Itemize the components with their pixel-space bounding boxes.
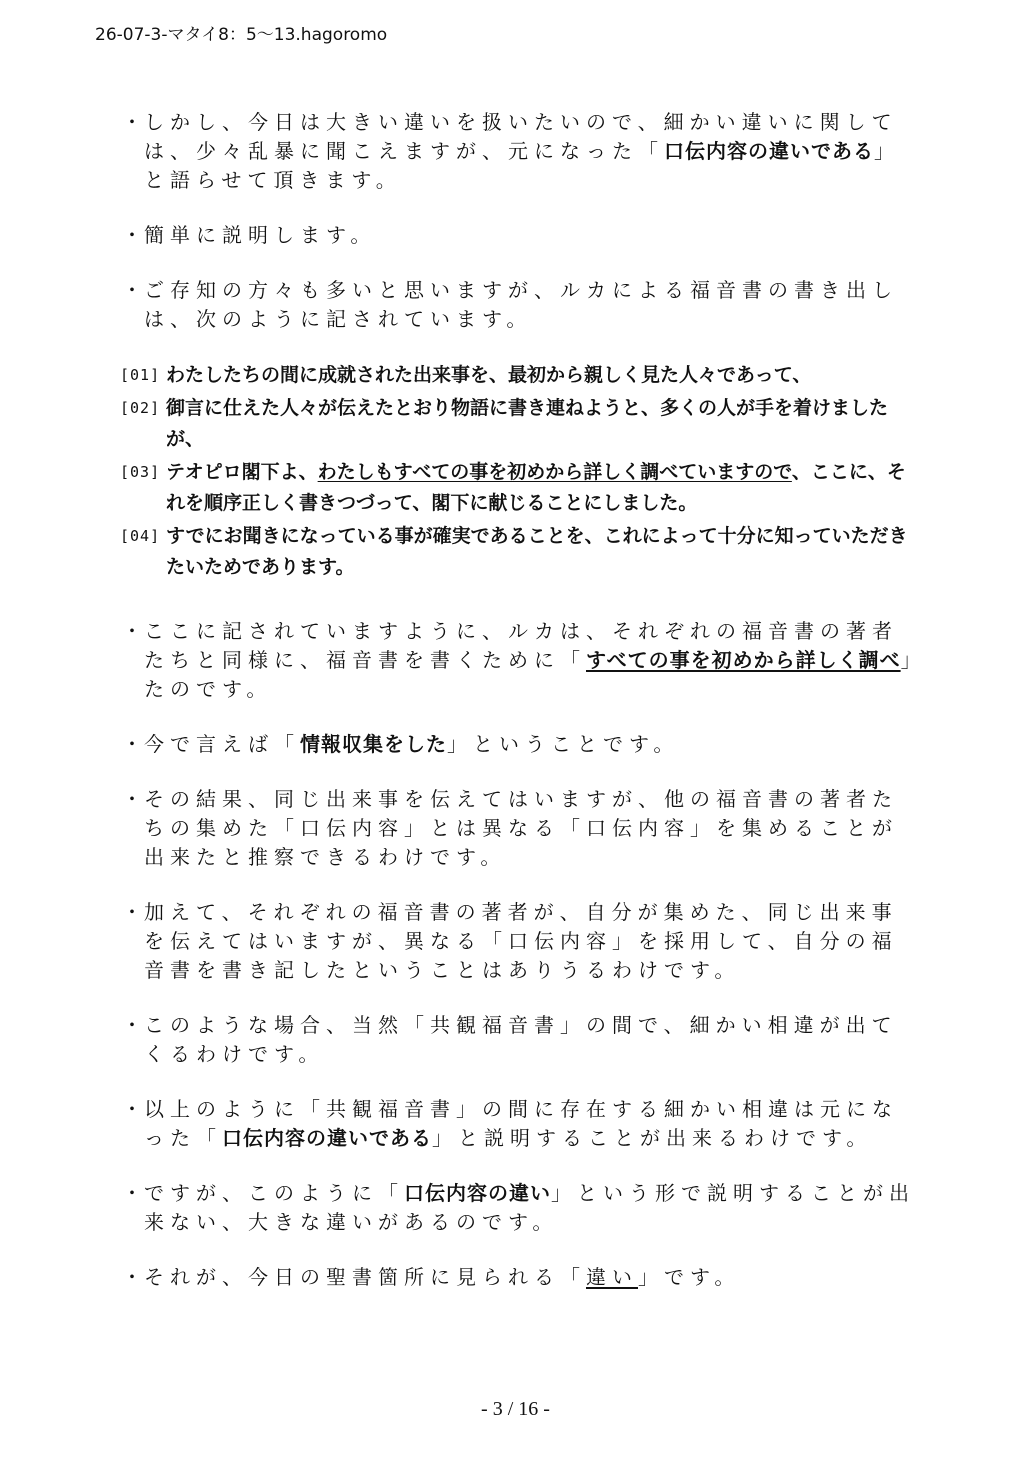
verse-03: [03] テオピロ閣下よ、わたしもすべての事を初めから詳しく調べていますので、ここに、それを順序正しく書きつづって、閣下に献じることにしました。	[120, 457, 920, 519]
bullet-dot: ・	[122, 1013, 148, 1037]
verse-02: [02] 御言に仕えた人々が伝えたとおり物語に書き連ねようと、多くの人が手を着けましたが、	[120, 393, 920, 455]
emphasis-text: 口伝内容の違い	[404, 1181, 551, 1205]
emphasis-text: 口伝内容の違いである	[664, 139, 874, 163]
bullet-dot: ・	[122, 619, 148, 643]
document-body	[120, 108, 920, 1318]
page-number: - 3 / 16 -	[481, 1398, 550, 1420]
document-filename: 26-07-3-マタイ8：5〜13.hagoromo	[95, 25, 388, 45]
emphasis-text: 口伝内容の違いである	[222, 1126, 432, 1150]
paragraph-11: ・ それが、今日の聖書箇所に見られる「違い」です。	[120, 1263, 920, 1292]
verse-number: [01]	[120, 366, 161, 384]
paragraph-10: ・ ですが、このように「口伝内容の違い」という形で説明することが出来ない、大きな違いがあるのです。	[122, 1181, 915, 1234]
paragraph-8: ・ このような場合、当然「共観福音書」の間で、細かい相違が出てくるわけです。	[122, 1013, 898, 1066]
bullet-dot: ・	[122, 278, 148, 302]
underlined-text: わたしもすべての事を初めから詳しく調べていますので	[317, 461, 792, 483]
verse-number: [02]	[120, 399, 161, 417]
bullet-dot: ・	[122, 223, 148, 247]
verse-number: [04]	[120, 527, 161, 545]
bullet-dot: ・	[122, 1097, 148, 1121]
paragraph-3: ・ ご存知の方々も多いと思いますが、ルカによる福音書の書き出しは、次のように記されています。	[122, 278, 898, 331]
verse-number: [03]	[120, 463, 161, 481]
scripture-quote	[120, 360, 920, 583]
verse-04: [04] すでにお聞きになっている事が確実であることを、これによって十分に知っていただきたいためであります。	[120, 521, 920, 583]
bullet-dot: ・	[122, 1181, 148, 1205]
paragraph-2: ・ 簡単に説明します。	[120, 221, 920, 250]
bullet-dot: ・	[122, 787, 148, 811]
emphasis-text: 情報収集をした	[300, 732, 447, 756]
bullet-dot: ・	[122, 732, 148, 756]
paragraph-1: ・ しかし、今日は大きい違いを扱いたいので、細かい違いに関しては、少々乱暴に聞こえますが、元になった「口伝内容の違いである」と語らせて頂きます。	[122, 110, 900, 192]
paragraph-9: ・ 以上のように「共観福音書」の間に存在する細かい相違は元になった「口伝内容の違いである」と説明することが出来るわけです。	[122, 1097, 898, 1150]
emphasis-underlined-text: すべての事を初めから詳しく調べ	[586, 648, 901, 672]
paragraph-6: ・ その結果、同じ出来事を伝えてはいますが、他の福音書の著者たちの集めた「口伝内容」とは異なる「口伝内容」を集めることが出来たと推察できるわけです。	[122, 787, 898, 869]
bullet-dot: ・	[122, 900, 148, 924]
bullet-dot: ・	[122, 1265, 148, 1289]
underlined-text: 違い	[586, 1265, 638, 1289]
paragraph-4: ・ ここに記されていますように、ルカは、それぞれの福音書の著者たちと同様に、福音書を書くために「すべての事を初めから詳しく調べ」たのです。	[122, 619, 917, 701]
verse-01: [01] わたしたちの間に成就された出来事を、最初から親しく見た人々であって、	[120, 360, 920, 391]
paragraph-7: ・ 加えて、それぞれの福音書の著者が、自分が集めた、同じ出来事を伝えてはいますが、異なる「口伝内容」を採用して、自分の福音書を書き記したということはありうるわけです。	[122, 900, 898, 982]
paragraph-5: ・ 今で言えば「情報収集をした」ということです。	[120, 730, 920, 759]
bullet-dot: ・	[122, 110, 148, 134]
